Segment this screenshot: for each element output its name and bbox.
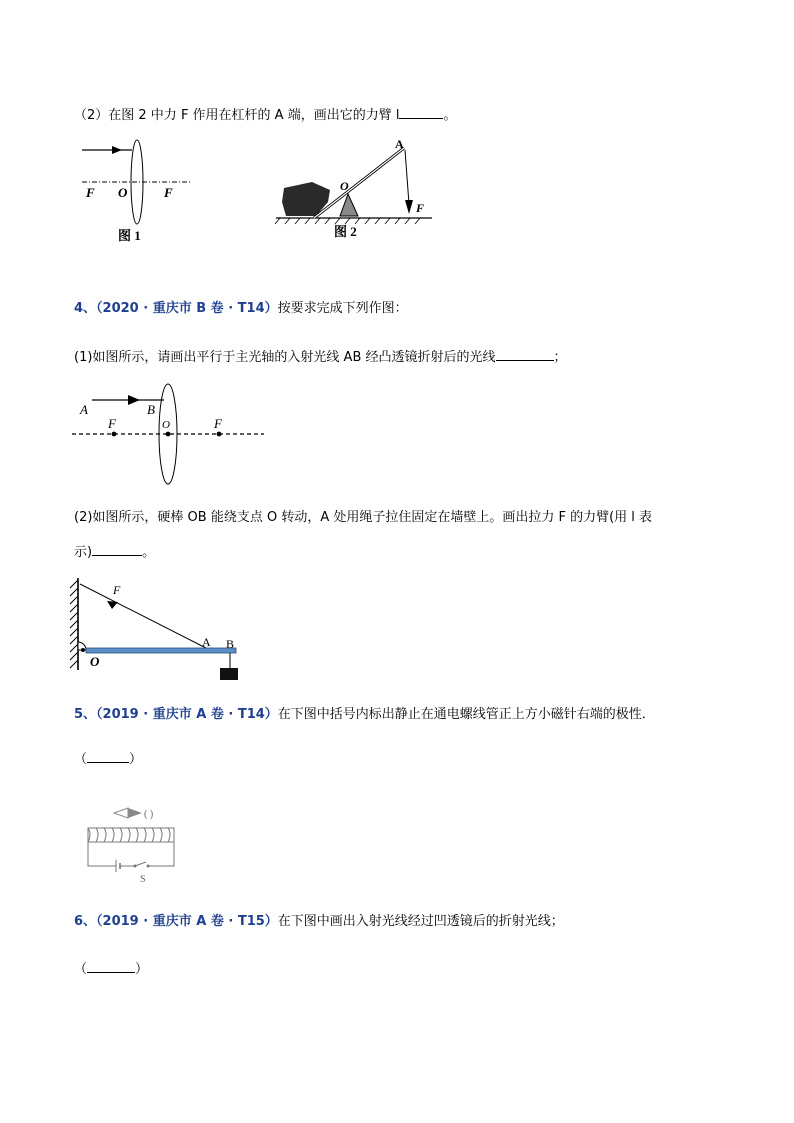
convex-lens-figure	[72, 380, 268, 488]
q4-part2-text-2: 示)	[74, 545, 93, 560]
lens-f-right-label: F	[214, 416, 222, 431]
q4-heading	[74, 300, 408, 318]
rod-o-label: O	[90, 654, 100, 669]
lens-focus-right-dot	[217, 432, 222, 437]
fig1-f-left: F	[86, 185, 95, 200]
rod-f-label: F	[113, 583, 121, 597]
lens-f-left-label: F	[108, 416, 116, 431]
fig2-f: F	[416, 201, 425, 215]
q4-part2-line2	[74, 541, 155, 562]
q4-text: 按要求完成下列作图：	[277, 301, 408, 316]
q5-answer-close: ）	[129, 752, 143, 767]
circuit-wire-left	[88, 842, 116, 866]
fig2-label: 图 2	[334, 224, 357, 239]
solenoid-coil	[88, 828, 170, 842]
wall-hatch	[70, 580, 78, 668]
q5-answer-line	[74, 748, 142, 769]
rod-b-label: B	[226, 637, 235, 651]
fig1-o: O	[118, 185, 128, 200]
rope	[80, 584, 206, 648]
q4-part1-end: ；	[553, 350, 567, 365]
circuit-wire-right	[148, 842, 174, 866]
q3-part2-blank	[399, 104, 443, 119]
weight-block	[220, 668, 238, 680]
solenoid-figure	[78, 800, 188, 886]
rope-arrow-icon	[107, 601, 118, 609]
q3-part2-end: 。	[443, 108, 457, 123]
lens-ray-arrow-icon	[128, 395, 140, 405]
q5-tag: 5、（2019 · 重庆市 A 卷 · T14）	[74, 707, 278, 722]
q4-part2-text-1: (2)如图所示，硬棒 OB 能绕支点 O 转动，A 处用绳子拉住固定在墙壁上。画出拉力 F 的力臂(用 l 表	[74, 510, 653, 525]
q6-answer-open: （	[74, 962, 88, 977]
q5-heading	[74, 706, 655, 724]
pivot-dot	[81, 648, 85, 652]
q4-part2-blank	[92, 541, 142, 556]
fig2-force-arrow-icon	[405, 200, 413, 214]
q5-answer-open: （	[74, 752, 88, 767]
fig1-f-right: F	[164, 185, 173, 200]
q4-part2-end: 。	[142, 545, 156, 560]
q3-part2-text: （2）在图 2 中力 F 作用在杠杆的 A 端，画出它的力臂 l	[74, 108, 400, 123]
lens-o-label: O	[162, 419, 170, 431]
figure-2-lever	[272, 136, 442, 244]
switch-lever	[135, 862, 146, 866]
q6-answer-blank	[87, 958, 135, 973]
magnet-right-half	[128, 808, 142, 818]
rod-ob	[86, 648, 236, 653]
q3-part2-line	[74, 104, 456, 125]
fig1-label: 图 1	[118, 228, 141, 243]
magnet-left-half	[114, 808, 128, 818]
q4-part1-text: (1)如图所示，请画出平行于主光轴的入射光线 AB 经凸透镜折射后的光线	[74, 350, 496, 365]
lens-focus-left-dot	[112, 432, 117, 437]
q6-tag: 6、（2019 · 重庆市 A 卷 · T15）	[74, 914, 278, 929]
fig2-o: O	[340, 179, 349, 193]
q4-part2-line1	[74, 509, 652, 527]
q4-part1-line	[74, 346, 567, 367]
q6-text: 在下图中画出入射光线经过凹透镜后的折射光线；	[277, 914, 564, 929]
q6-answer-line	[74, 958, 148, 979]
lens-a-label: A	[80, 402, 88, 417]
switch-label: S	[140, 874, 146, 885]
q5-text: 在下图中括号内标出静止在通电螺线管正上方小磁针右端的极性．	[277, 707, 655, 722]
q6-heading	[74, 913, 564, 931]
q5-answer-blank	[87, 748, 129, 763]
rod-a-label: A	[202, 635, 211, 649]
q6-answer-close: ）	[135, 962, 149, 977]
fig1-ray-arrow-icon	[112, 146, 122, 154]
fig2-a: A	[395, 137, 404, 151]
fig2-force-line	[405, 150, 409, 204]
q4-tag: 4、（2020 · 重庆市 B 卷 · T14）	[74, 301, 278, 316]
lens-center-dot	[166, 432, 171, 437]
magnet-bracket: ( )	[144, 809, 154, 820]
figure-1-lens	[78, 136, 198, 248]
q4-part1-blank	[496, 346, 554, 361]
rod-wall-figure	[66, 574, 252, 686]
lens-b-label: B	[147, 402, 155, 417]
fig2-lever-bar-inner	[314, 148, 404, 218]
